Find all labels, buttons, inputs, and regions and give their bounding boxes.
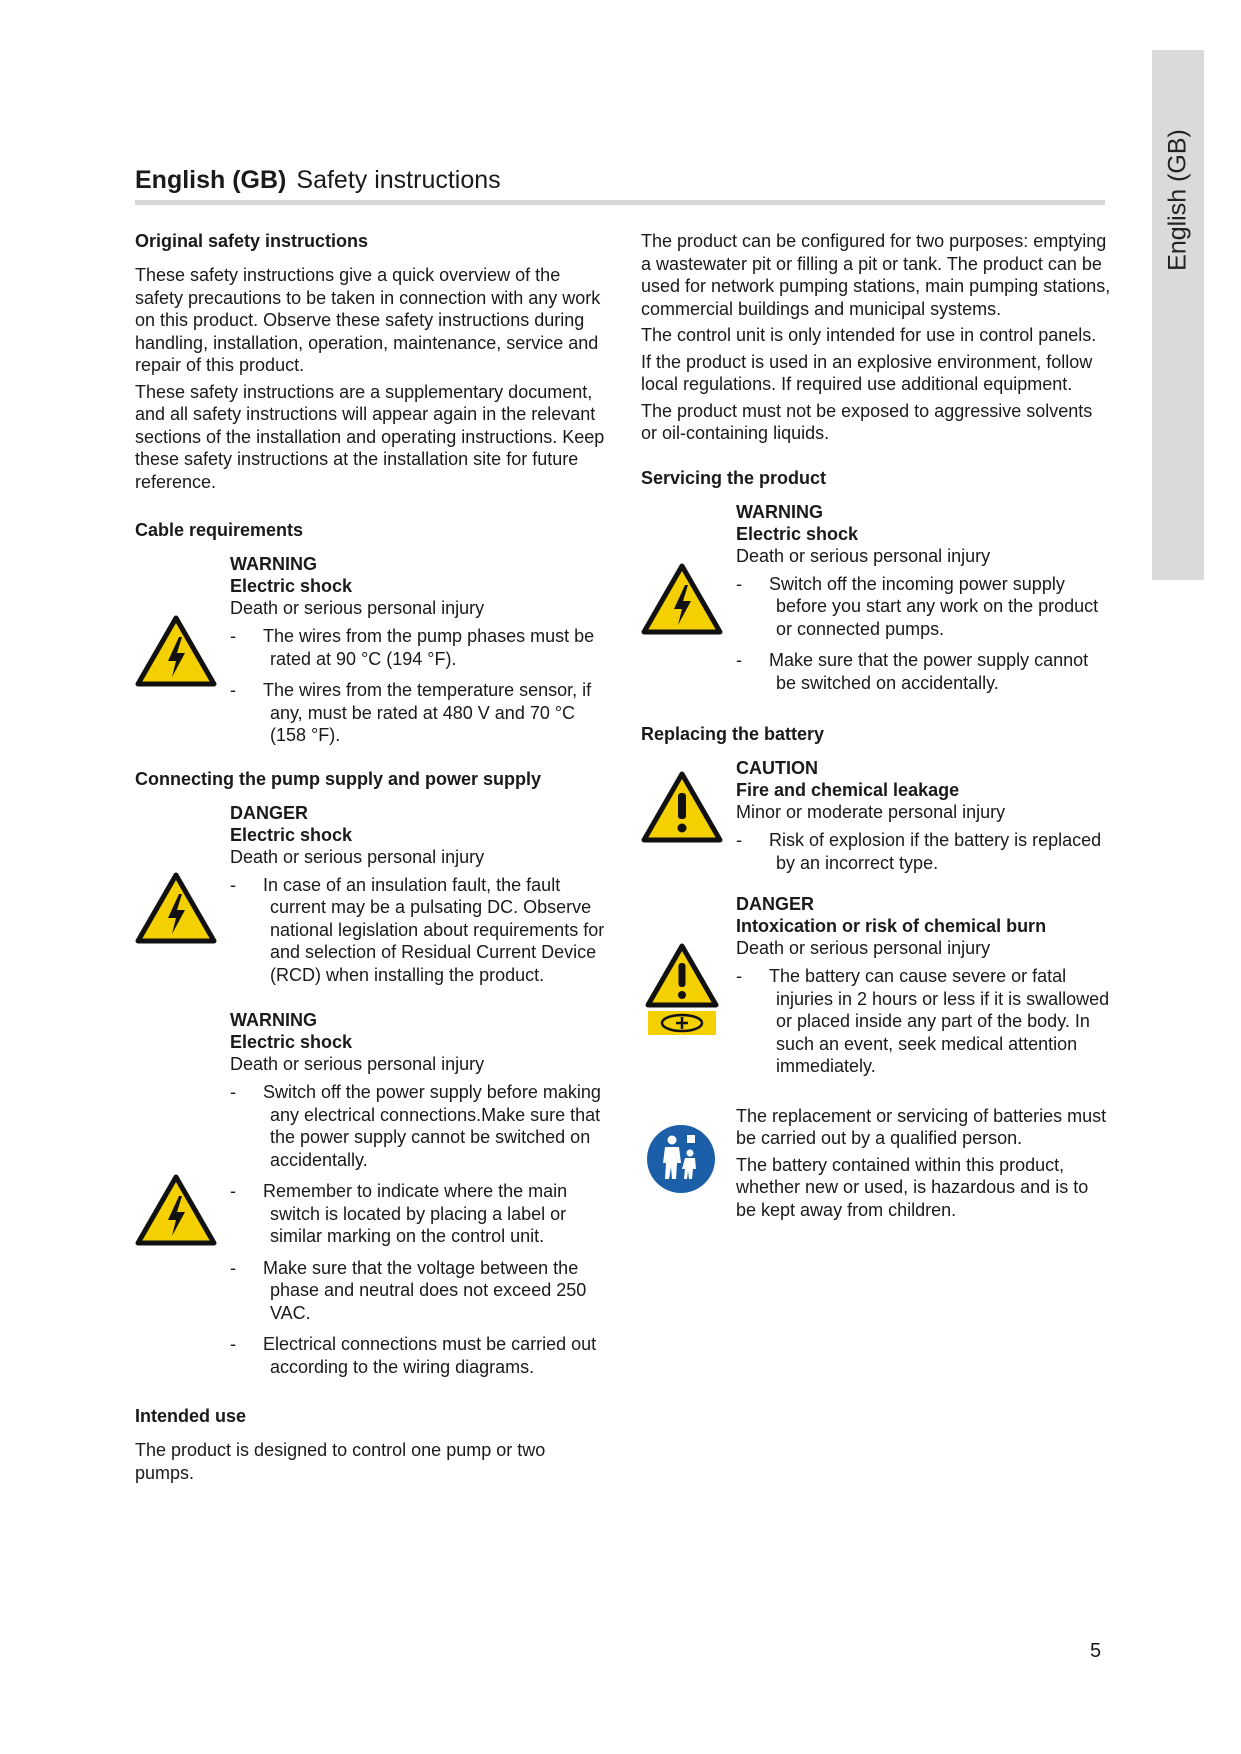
consequence-text: Death or serious personal injury [736, 938, 991, 958]
bullet-item: - In case of an insulation fault, the fault current may be a pulsating DC. Observe national legislation about requirements for and selection of Residual Current Device (RCD) when installing the product. [230, 874, 605, 985]
solvents-paragraph: The product must not be exposed to aggressive solvents or oil-containing liquids. [641, 400, 1093, 443]
electric-shock-warning-icon [641, 563, 723, 635]
bullet-item: - The wires from the pump phases must be rated at 90 °C (194 °F). [230, 626, 595, 669]
bullet-item: - Switch off the incoming power supply before you start any work on the product or connected pumps. [736, 573, 1099, 639]
battery-hazard-paragraph: The battery contained within this product, whether new or used, is hazardous and is to be kept away from children. [736, 1154, 1089, 1220]
electric-shock-warning-icon [135, 615, 217, 687]
consequence-text: Death or serious personal injury [736, 545, 991, 566]
connecting-heading: Connecting the pump supply and power supply [135, 768, 542, 789]
bullet-item: - Remember to indicate where the main switch is located by placing a label or similar marking on the control unit. [230, 1181, 568, 1246]
consequence-text: Death or serious personal injury [230, 598, 485, 618]
battery-heading: Replacing the battery [641, 724, 825, 744]
header-title: Safety instructions [296, 166, 501, 194]
hazard-text: Electric shock [736, 523, 859, 544]
intended-use-heading: Intended use [135, 1406, 247, 1426]
explosive-paragraph: If the product is used in an explosive environment, follow local regulations. If required use additional equipment. [641, 351, 1093, 394]
servicing-heading: Servicing the product [641, 467, 827, 488]
hazard-text: Fire and chemical leakage [736, 780, 960, 800]
purpose-paragraph: The product can be configured for two purposes: emptying a wastewater pit or filling a pit or tank. The product can be used for network pumping stations, main pumping stations, commercial buildings and municipal systems. [641, 231, 1111, 319]
bullet-item: - Make sure that the power supply cannot be switched on accidentally. [736, 650, 1089, 693]
original-heading: Original safety instructions [135, 231, 369, 251]
bullet-item: - Electrical connections must be carried out according to the wiring diagrams. [230, 1334, 597, 1377]
consequence-text: Death or serious personal injury [230, 846, 485, 867]
electric-shock-warning-icon [135, 1174, 217, 1246]
keep-away-from-children-icon [645, 1123, 717, 1195]
bullet-item: - The battery can cause severe or fatal injuries in 2 hours or less if it is swallowed or placed inside any part of the body. In such an event, seek medical attention immediately. [736, 966, 1110, 1076]
hazard-text: Electric shock [230, 1032, 353, 1052]
bullet-item: - Switch off the power supply before making any electrical connections.Make sure that the power supply cannot be switched on accidentally. [230, 1082, 601, 1170]
keep-from-children-notice [641, 1105, 1111, 1222]
header-language: English (GB) [135, 166, 287, 194]
signal-word: CAUTION [736, 758, 818, 778]
page-number: 5 [1090, 1640, 1102, 1662]
language-side-tab [1152, 50, 1204, 580]
danger-notice [135, 802, 605, 987]
signal-word: WARNING [230, 1010, 317, 1030]
bullet-item: - Make sure that the voltage between the phase and neutral does not exceed 250 VAC. [230, 1257, 587, 1323]
caution-notice [641, 757, 1111, 874]
cable-heading: Cable requirements [135, 520, 304, 540]
signal-word: DANGER [736, 894, 815, 914]
right-column [641, 230, 1111, 1225]
control-unit-paragraph: The control unit is only intended for use in control panels. [641, 325, 1097, 345]
signal-word: DANGER [230, 802, 309, 823]
cable-warning-notice [135, 553, 605, 747]
page-header [135, 166, 1105, 195]
button-battery-warning-icon [645, 943, 719, 1035]
bullet-item: - Risk of explosion if the battery is replaced by an incorrect type. [736, 830, 1102, 873]
side-tab-label: English (GB) [1163, 129, 1192, 271]
signal-word: WARNING [736, 501, 823, 522]
servicing-warning-notice [641, 501, 1111, 695]
bullet-item: - The wires from the temperature sensor, if any, must be rated at 480 V and 70 °C (158 °F). [230, 680, 592, 745]
electric-shock-warning-icon [135, 872, 217, 944]
hazard-text: Electric shock [230, 576, 353, 596]
qualified-person-paragraph: The replacement or servicing of batteries must be carried out by a qualified person. [736, 1105, 1107, 1148]
signal-word: WARNING [230, 554, 317, 574]
original-paragraph-1: These safety instructions give a quick overview of the safety precautions to be taken in connection with any work on this product. Observe these safety instructions during handling, installation, operation, maintenance, service and repair of this product. [135, 265, 601, 375]
original-paragraph-2: These safety instructions are a supplementary document, and all safety instructions will appear again in the relevant sections of the installation and operating instructions. Keep these safety instructions at the installation site for future reference. [135, 381, 605, 492]
battery-danger-notice [641, 893, 1111, 1078]
consequence-text: Minor or moderate personal injury [736, 802, 1006, 822]
left-column [135, 230, 605, 1488]
general-warning-icon [641, 771, 723, 843]
hazard-text: Intoxication or risk of chemical burn [736, 916, 1047, 936]
header-rule [135, 200, 1105, 205]
consequence-text: Death or serious personal injury [230, 1054, 485, 1074]
hazard-text: Electric shock [230, 824, 353, 845]
warning-notice [135, 1009, 605, 1378]
intended-use-paragraph: The product is designed to control one pump or two pumps. [135, 1440, 546, 1483]
